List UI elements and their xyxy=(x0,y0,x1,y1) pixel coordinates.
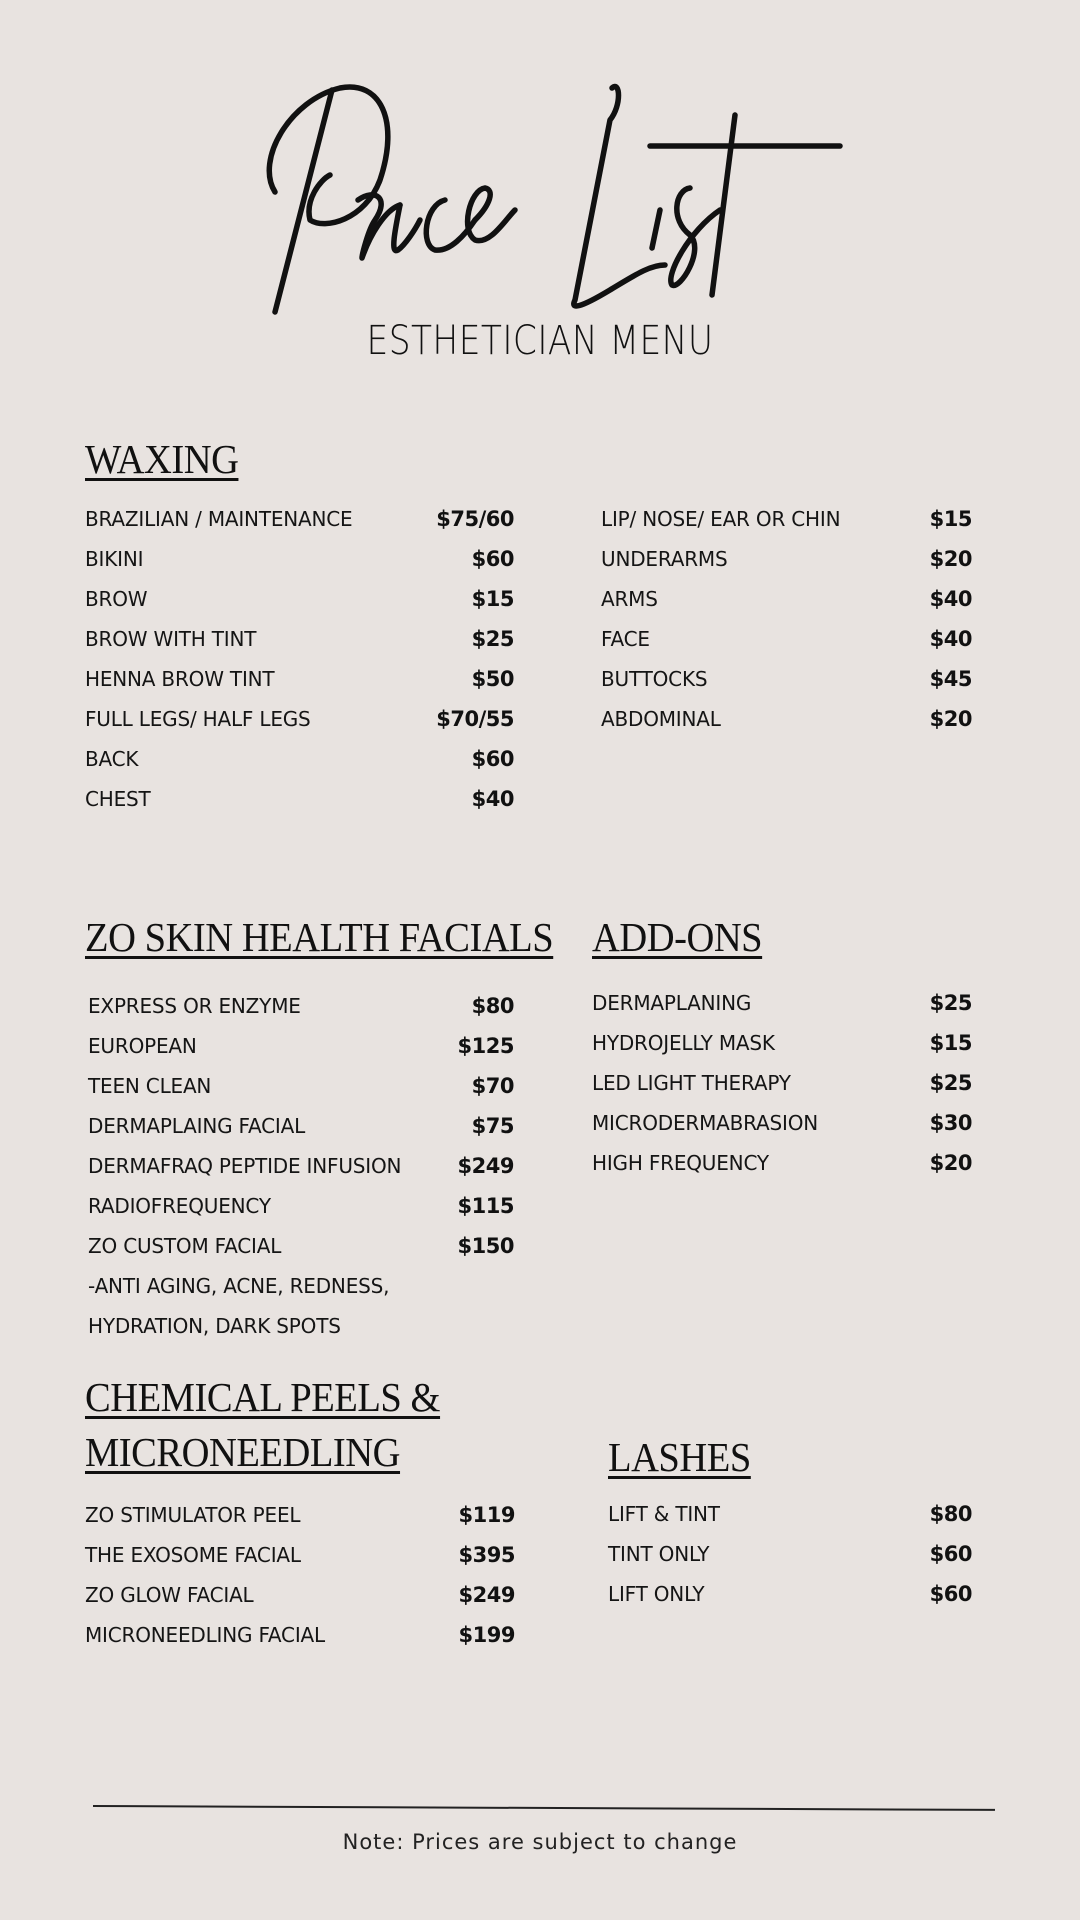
service-price: $40 xyxy=(929,627,972,651)
list-item xyxy=(608,1534,972,1574)
list-item xyxy=(592,1063,972,1103)
service-name: LIP/ NOSE/ EAR OR CHIN xyxy=(601,507,841,531)
list-item xyxy=(601,579,972,619)
service-price: $75 xyxy=(471,1114,514,1138)
facial-note-text: -ANTI AGING, ACNE, REDNESS, xyxy=(88,1274,390,1298)
list-item xyxy=(601,619,972,659)
service-price: $50 xyxy=(471,667,514,691)
list-item xyxy=(85,1575,515,1615)
service-name: FULL LEGS/ HALF LEGS xyxy=(85,707,311,731)
addons-list xyxy=(592,983,972,1183)
service-price: $15 xyxy=(471,587,514,611)
service-name: ARMS xyxy=(601,587,658,611)
service-name: HIGH FREQUENCY xyxy=(592,1151,769,1175)
service-name: HYDROJELLY MASK xyxy=(592,1031,775,1055)
service-price: $80 xyxy=(929,1502,972,1526)
service-name: MICRODERMABRASION xyxy=(592,1111,819,1135)
list-item xyxy=(85,1535,515,1575)
service-name: DERMAFRAQ PEPTIDE INFUSION xyxy=(88,1154,402,1178)
service-name: THE EXOSOME FACIAL xyxy=(85,1543,301,1567)
facial-note-line xyxy=(88,1266,514,1306)
service-price: $15 xyxy=(929,507,972,531)
section-heading-peels-line2: MICRONEEDLING xyxy=(85,1429,401,1475)
peels-list xyxy=(85,1495,515,1655)
list-item xyxy=(601,539,972,579)
list-item xyxy=(608,1574,972,1614)
service-price: $70 xyxy=(471,1074,514,1098)
list-item xyxy=(85,579,514,619)
list-item xyxy=(608,1494,972,1534)
service-name: BROW xyxy=(85,587,148,611)
list-item xyxy=(85,619,514,659)
service-name: TINT ONLY xyxy=(608,1542,710,1566)
waxing-list-left xyxy=(85,499,514,819)
service-name: DERMAPLAING FACIAL xyxy=(88,1114,306,1138)
service-price: $25 xyxy=(471,627,514,651)
section-heading-lashes: LASHES xyxy=(608,1434,751,1480)
service-price: $199 xyxy=(458,1623,515,1647)
list-item xyxy=(85,539,514,579)
service-price: $75/60 xyxy=(436,507,514,531)
service-name: UNDERARMS xyxy=(601,547,728,571)
service-price: $25 xyxy=(929,1071,972,1095)
list-item xyxy=(85,659,514,699)
section-heading-facials: ZO SKIN HEALTH FACIALS xyxy=(85,914,554,960)
service-name: TEEN CLEAN xyxy=(88,1074,212,1098)
facial-note-line xyxy=(88,1306,514,1346)
price-list-script-title xyxy=(250,80,950,340)
service-price: $80 xyxy=(471,994,514,1018)
list-item xyxy=(85,1495,515,1535)
list-item xyxy=(592,983,972,1023)
service-price: $25 xyxy=(929,991,972,1015)
service-name: LIFT & TINT xyxy=(608,1502,720,1526)
service-name: MICRONEEDLING FACIAL xyxy=(85,1623,325,1647)
service-price: $30 xyxy=(929,1111,972,1135)
service-price: $150 xyxy=(457,1234,514,1258)
service-name: ABDOMINAL xyxy=(601,707,721,731)
service-price: $20 xyxy=(929,707,972,731)
list-item xyxy=(592,1023,972,1063)
service-name: EUROPEAN xyxy=(88,1034,197,1058)
section-heading-addons: ADD-ONS xyxy=(592,914,763,960)
service-price: $395 xyxy=(458,1543,515,1567)
footer-note: Note: Prices are subject to change xyxy=(342,1830,738,1854)
service-price: $115 xyxy=(457,1194,514,1218)
facial-note-text: HYDRATION, DARK SPOTS xyxy=(88,1314,341,1338)
list-item xyxy=(88,1026,514,1066)
service-price: $60 xyxy=(929,1542,972,1566)
lashes-list xyxy=(608,1494,972,1614)
service-name: ZO CUSTOM FACIAL xyxy=(88,1234,282,1258)
service-name: CHEST xyxy=(85,787,151,811)
list-item xyxy=(85,779,514,819)
service-price: $60 xyxy=(471,747,514,771)
service-name: HENNA BROW TINT xyxy=(85,667,275,691)
service-name: ZO GLOW FACIAL xyxy=(85,1583,254,1607)
list-item xyxy=(592,1143,972,1183)
service-price: $15 xyxy=(929,1031,972,1055)
menu-subtitle: ESTHETICIAN MENU xyxy=(366,318,714,364)
service-price: $119 xyxy=(458,1503,515,1527)
service-price: $45 xyxy=(929,667,972,691)
service-price: $20 xyxy=(929,1151,972,1175)
service-name: RADIOFREQUENCY xyxy=(88,1194,271,1218)
facials-list xyxy=(88,986,514,1346)
list-item xyxy=(88,986,514,1026)
service-name: BACK xyxy=(85,747,139,771)
service-name: BIKINI xyxy=(85,547,144,571)
list-item xyxy=(88,1146,514,1186)
list-item xyxy=(601,499,972,539)
list-item xyxy=(88,1066,514,1106)
list-item xyxy=(88,1106,514,1146)
service-name: BROW WITH TINT xyxy=(85,627,257,651)
service-name: ZO STIMULATOR PEEL xyxy=(85,1503,301,1527)
service-name: LIFT ONLY xyxy=(608,1582,705,1606)
section-heading-peels-line1: CHEMICAL PEELS & xyxy=(85,1374,441,1420)
service-price: $60 xyxy=(471,547,514,571)
waxing-list-right xyxy=(601,499,972,739)
list-item xyxy=(601,699,972,739)
service-name: LED LIGHT THERAPY xyxy=(592,1071,791,1095)
service-price: $249 xyxy=(457,1154,514,1178)
list-item xyxy=(85,1615,515,1655)
list-item xyxy=(85,699,514,739)
footer-divider xyxy=(93,1805,995,1810)
service-name: FACE xyxy=(601,627,650,651)
list-item xyxy=(88,1186,514,1226)
list-item xyxy=(601,659,972,699)
list-item xyxy=(88,1226,514,1266)
service-price: $70/55 xyxy=(436,707,514,731)
service-price: $20 xyxy=(929,547,972,571)
service-name: BRAZILIAN / MAINTENANCE xyxy=(85,507,353,531)
service-price: $249 xyxy=(458,1583,515,1607)
service-name: DERMAPLANING xyxy=(592,991,752,1015)
section-heading-waxing: WAXING xyxy=(85,436,239,482)
service-price: $40 xyxy=(929,587,972,611)
service-price: $125 xyxy=(457,1034,514,1058)
service-name: BUTTOCKS xyxy=(601,667,708,691)
list-item xyxy=(592,1103,972,1143)
list-item xyxy=(85,739,514,779)
list-item xyxy=(85,499,514,539)
service-name: EXPRESS OR ENZYME xyxy=(88,994,301,1018)
service-price: $40 xyxy=(471,787,514,811)
service-price: $60 xyxy=(929,1582,972,1606)
